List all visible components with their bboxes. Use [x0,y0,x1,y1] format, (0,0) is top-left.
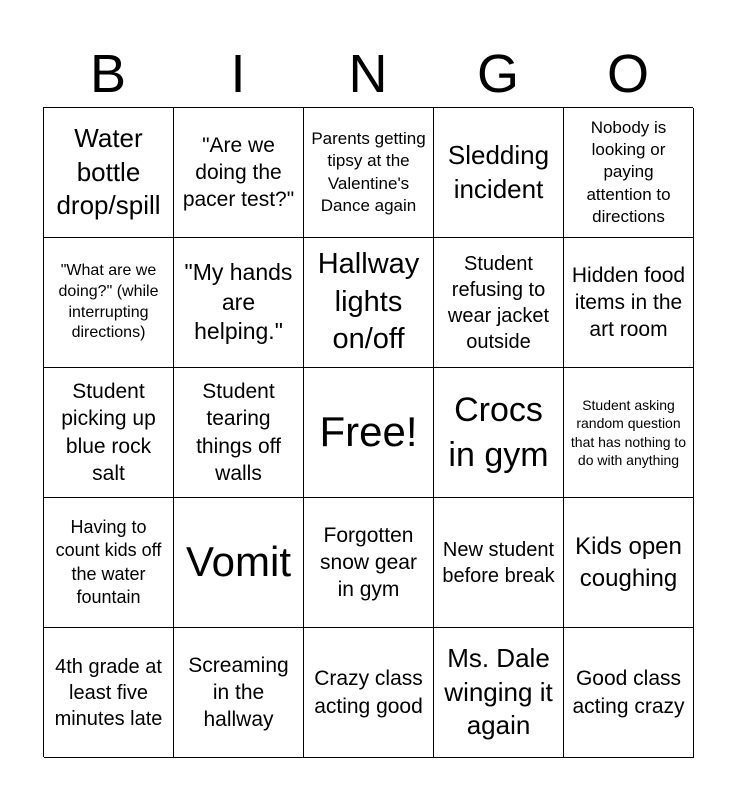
bingo-cell[interactable]: New student before break [434,498,564,628]
bingo-cell[interactable]: "My hands are helping." [174,238,304,368]
bingo-cell[interactable]: Good class acting crazy [564,628,694,758]
bingo-cell[interactable]: Crocs in gym [434,368,564,498]
header-letter-n: N [348,44,388,104]
bingo-cell[interactable]: "Are we doing the pacer test?" [174,108,304,238]
bingo-cell[interactable]: Sledding incident [434,108,564,238]
free-space-cell[interactable]: Free! [304,368,434,498]
header-letter-b: B [89,44,127,104]
bingo-board [43,107,693,757]
header-letter-i: I [230,44,246,104]
bingo-cell[interactable]: Student picking up blue rock salt [44,368,174,498]
bingo-cell[interactable]: Student asking random question that has nothing to do with anything [564,368,694,498]
bingo-cell[interactable]: "What are we doing?" (while interrupting directions) [44,238,174,368]
bingo-cell[interactable]: Hidden food items in the art room [564,238,694,368]
bingo-cell[interactable]: Forgotten snow gear in gym [304,498,434,628]
bingo-cell[interactable]: Water bottle drop/spill [44,108,174,238]
header-letter-o: O [606,44,649,104]
bingo-cell[interactable]: Crazy class acting good [304,628,434,758]
bingo-cell[interactable]: Screaming in the hallway [174,628,304,758]
bingo-cell[interactable]: Student tearing things off walls [174,368,304,498]
bingo-cell[interactable]: Student refusing to wear jacket outside [434,238,564,368]
bingo-header [43,40,693,108]
bingo-cell[interactable]: Parents getting tipsy at the Valentine's Dance again [304,108,434,238]
bingo-cell[interactable]: Hallway lights on/off [304,238,434,368]
bingo-cell[interactable]: Nobody is looking or paying attention to directions [564,108,694,238]
header-letter-g: G [476,44,519,104]
bingo-cell[interactable]: 4th grade at least five minutes late [44,628,174,758]
bingo-cell[interactable]: Ms. Dale winging it again [434,628,564,758]
bingo-cell[interactable]: Having to count kids off the water fountain [44,498,174,628]
bingo-cell[interactable]: Vomit [174,498,304,628]
bingo-cell[interactable]: Kids open coughing [564,498,694,628]
